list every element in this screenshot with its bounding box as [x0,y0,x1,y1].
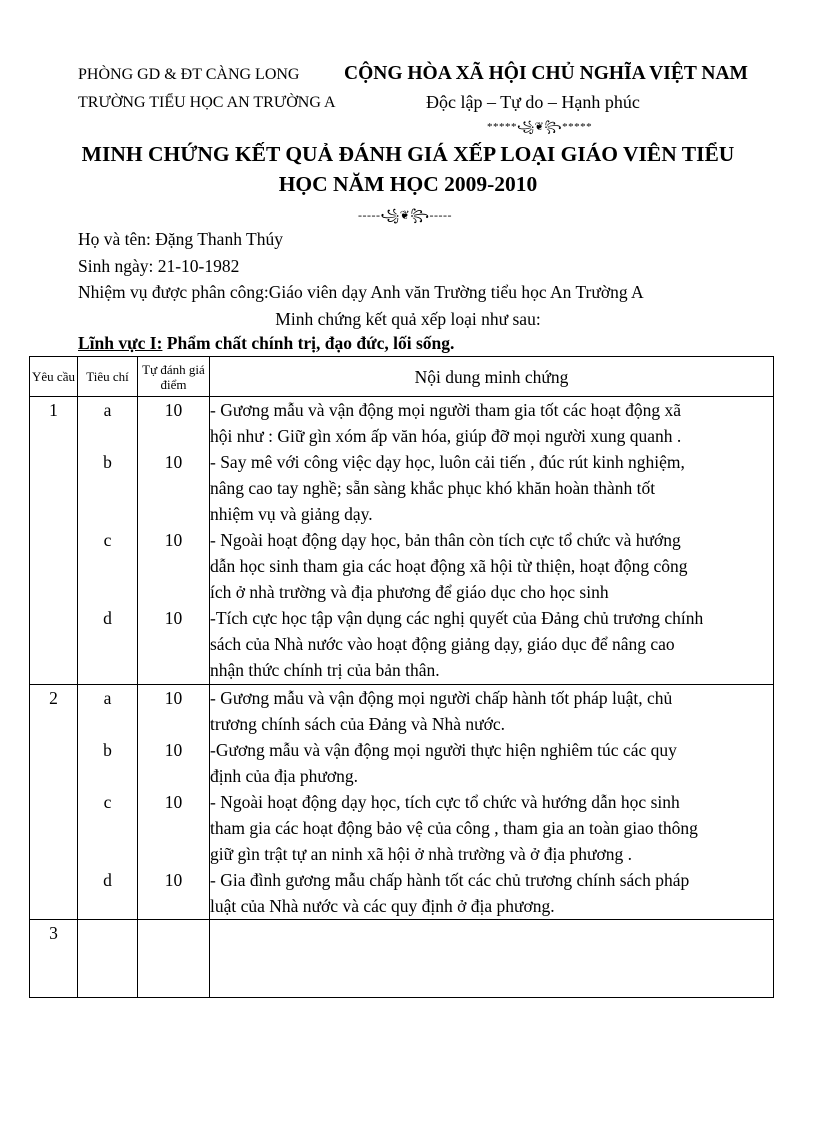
header-self-score: Tự đánh giá điểm [138,357,210,397]
score: 10 [164,452,183,472]
national-motto: Độc lập – Tự do – Hạnh phúc [426,92,640,112]
score: 10 [164,870,183,890]
criteria-cell [78,920,138,998]
evidence-line: nâng cao tay nghề; sẵn sàng khắc phục khó khăn hoàn thành tốt [210,478,656,498]
criteria-cell [78,397,138,685]
evidence-line: ích ở nhà trường và địa phương để giáo dục cho học sinh [210,582,609,602]
evidence-line: - Ngoài hoạt động dạy học, bản thân còn tích cực tổ chức và hướng [210,530,681,550]
area-text: Phẩm chất chính trị, đạo đức, lối sống. [162,333,455,353]
criterion: c [103,792,112,812]
criterion: c [103,530,112,550]
evidence-line: - Gương mẫu và vận động mọi người chấp hành tốt pháp luật, chủ [210,688,673,708]
evidence-line: -Gương mẫu và vận động mọi người thực hiện nghiêm túc các quy [210,740,677,760]
evidence-content-cell [210,685,774,920]
evidence-line: sách của Nhà nước vào hoạt động giảng dạy, giáo dục để nâng cao [210,634,675,654]
evidence-line: -Tích cực học tập vận dụng các nghị quyết của Đảng chủ trương chính [210,608,704,628]
score: 10 [164,608,183,628]
evidence-line: nhiệm vụ và giảng dạy. [210,504,373,524]
evidence-line: - Gia đình gương mẫu chấp hành tốt các chủ trương chính sách pháp [210,870,690,890]
score: 10 [164,740,183,760]
table-row [30,920,774,998]
document-title-line-2: HỌC NĂM HỌC 2009-2010 [278,172,538,196]
header-content: Nội dung minh chứng [210,357,774,397]
evidence-line: định của địa phương. [210,766,359,786]
area-label: Lĩnh vực I: [78,333,163,353]
criterion: d [103,870,112,890]
evidence-line: - Ngoài hoạt động dạy học, tích cực tổ chức và hướng dẫn học sinh [210,792,680,812]
evidence-table [29,356,774,998]
score: 10 [164,792,183,812]
area-heading [78,333,454,354]
teacher-assignment: Nhiệm vụ được phân công:Giáo viên dạy Anh văn Trường tiểu học An Trường A [78,282,644,302]
scores-cell [138,920,210,998]
evidence-line: - Say mê với công việc dạy học, luôn cải tiến , đúc rút kinh nghiệm, [210,452,685,472]
scores-cell [138,397,210,685]
score: 10 [164,688,183,708]
teacher-birthdate: Sinh ngày: 21-10-1982 [78,256,240,276]
table-row [30,685,774,920]
teacher-name: Họ và tên: Đặng Thanh Thúy [78,229,283,249]
national-title: CỘNG HÒA XÃ HỘI CHỦ NGHĨA VIỆT NAM [344,63,748,84]
table-header-row [30,357,774,397]
evidence-line: hội như : Giữ gìn xóm ấp văn hóa, giúp đỡ mọi người xung quanh . [210,426,682,446]
agency-name: PHÒNG GD & ĐT CÀNG LONG [78,66,300,83]
header-requirement: Yêu cầu [30,357,78,397]
evidence-content-cell [210,397,774,685]
criteria-cell [78,685,138,920]
criterion: a [103,688,112,708]
criterion: a [103,400,112,420]
evidence-line: dẫn học sinh tham gia các hoạt động xã hội từ thiện, hoạt động công [210,556,688,576]
criterion: d [103,608,112,628]
score: 10 [164,530,183,550]
evidence-line: tham gia các hoạt động bảo vệ của công , tham gia an toàn giao thông [210,818,698,838]
header-criterion: Tiêu chí [78,357,138,397]
requirement-cell: 1 [30,397,78,685]
scores-cell [138,685,210,920]
evidence-line: nhận thức chính trị của bản thân. [210,660,440,680]
document-title-line-1: MINH CHỨNG KẾT QUẢ ĐÁNH GIÁ XẾP LOẠI GIÁO VIÊN TIỂU [81,142,735,166]
school-name: TRƯỜNG TIỂU HỌC AN TRƯỜNG A [78,94,336,111]
evidence-line: giữ gìn trật tự an ninh xã hội ở nhà trường và ở địa phương . [210,844,632,864]
table-row [30,397,774,685]
criterion: b [103,452,112,472]
criterion: b [103,740,112,760]
evidence-line: trương chính sách của Đảng và Nhà nước. [210,714,506,734]
requirement-cell: 2 [30,685,78,920]
evidence-content-cell [210,920,774,998]
evidence-line: - Gương mẫu và vận động mọi người tham gia tốt các hoạt động xã [210,400,681,420]
score: 10 [164,400,183,420]
header-ornament: *****꧁❦꧂***** [487,121,593,133]
evidence-subtitle: Minh chứng kết quả xếp loại như sau: [275,309,541,329]
title-ornament: -----꧁❦꧂----- [358,208,453,222]
evidence-line: luật của Nhà nước và các quy định ở địa phương. [210,896,555,916]
requirement-cell: 3 [30,920,78,998]
